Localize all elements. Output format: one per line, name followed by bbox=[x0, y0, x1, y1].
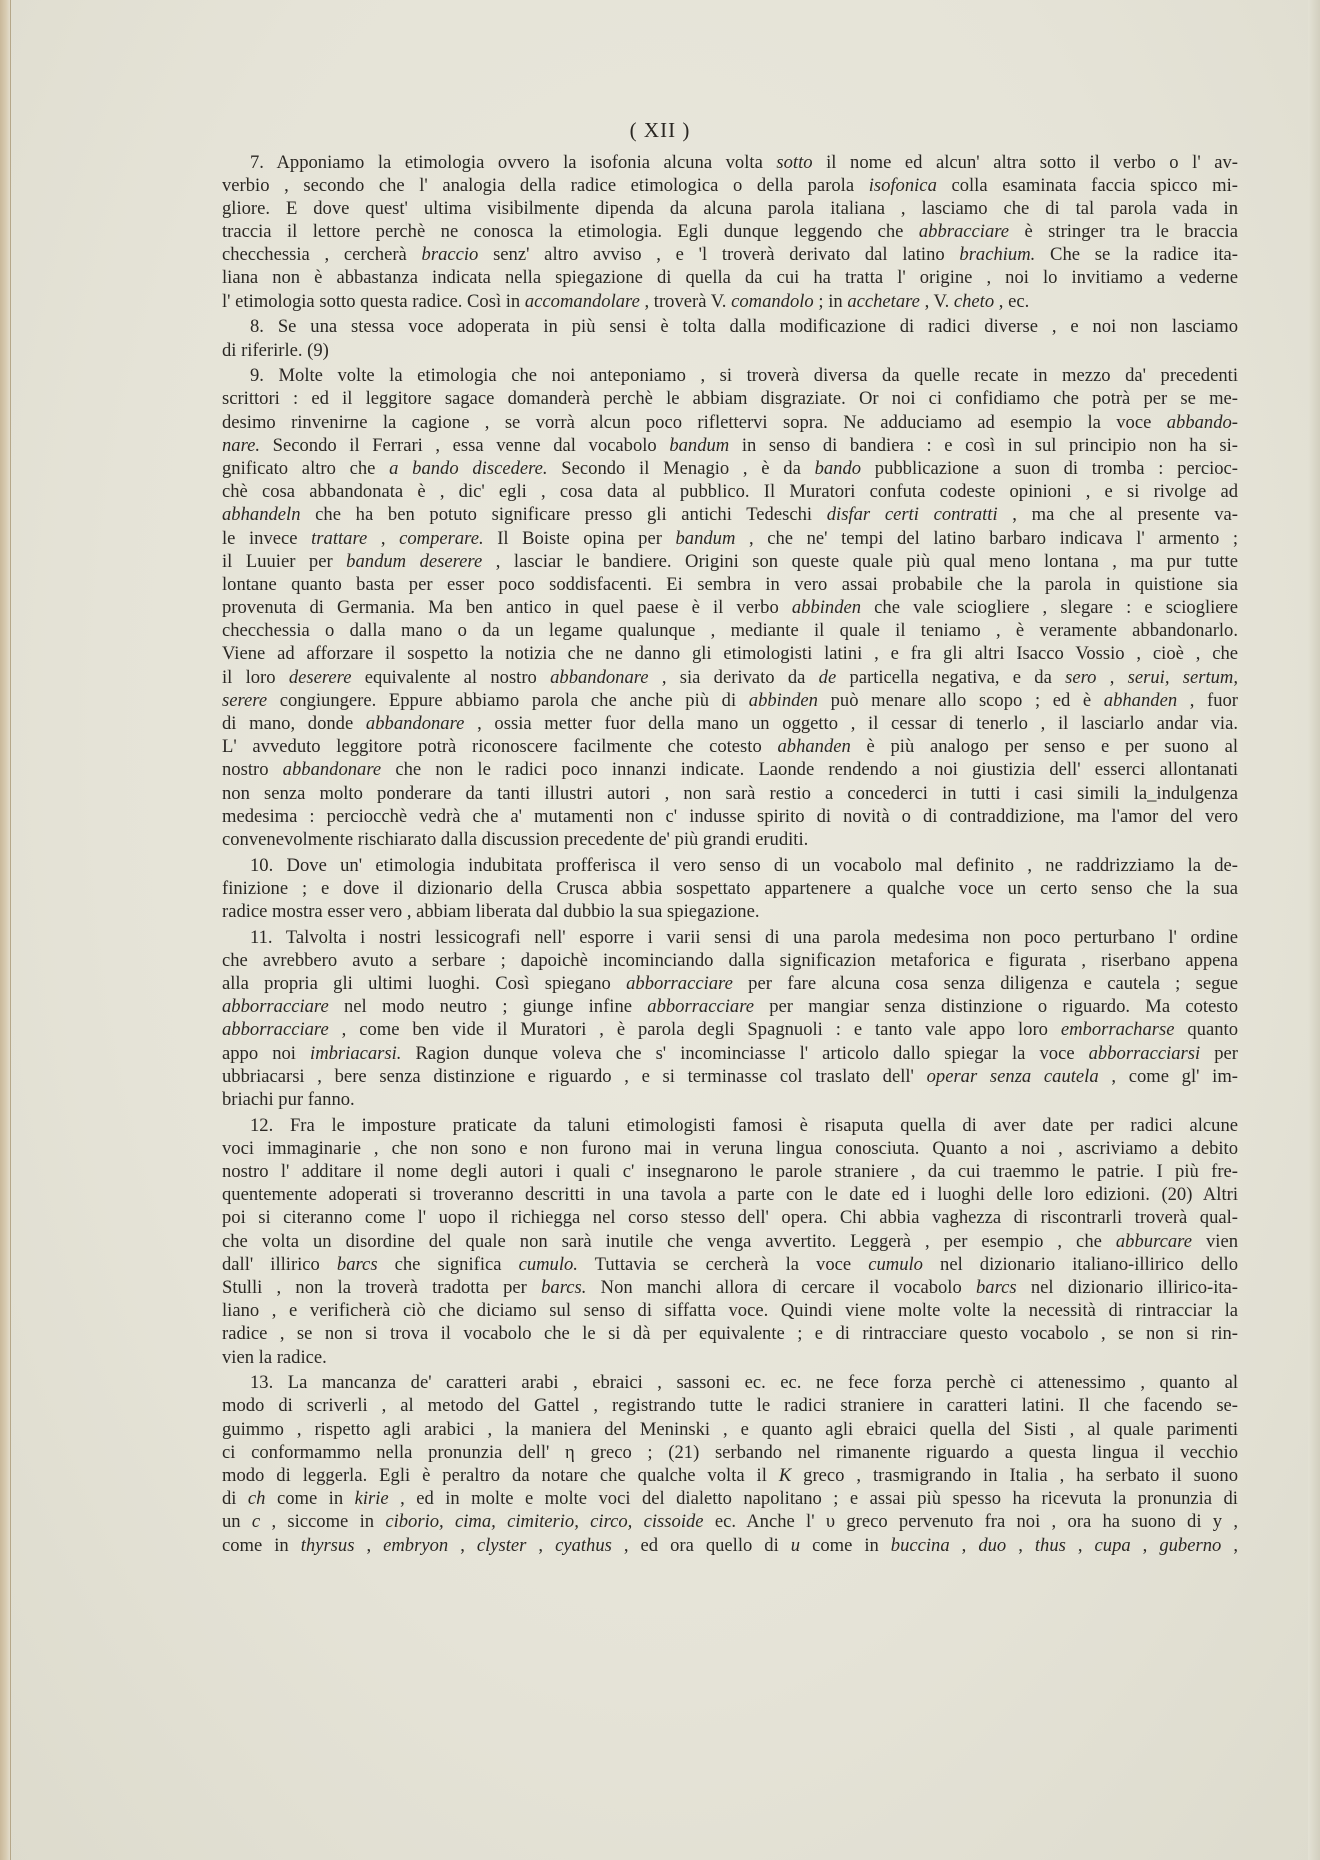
text-run: è stringer tra le braccia bbox=[1009, 221, 1238, 243]
text-line bbox=[222, 1441, 1238, 1464]
italic-term: guberno bbox=[1159, 1534, 1222, 1556]
text-run: pubblicazione a suon di tromba : percioc- bbox=[861, 457, 1238, 479]
italic-term: operar senza cautela bbox=[926, 1065, 1099, 1087]
italic-term: bando bbox=[814, 457, 862, 479]
italic-term: cheto bbox=[953, 290, 995, 312]
italic-term: serui, bbox=[1127, 666, 1170, 688]
italic-term: abborracciare bbox=[222, 1019, 329, 1041]
text-run: che non le radici poco innanzi indicate. Laonde rendendo a noi giustizia dell' esserci allontanati bbox=[381, 759, 1238, 781]
text-run bbox=[444, 1511, 455, 1532]
text-line bbox=[222, 828, 1238, 851]
text-run: dall' illirico bbox=[222, 1253, 337, 1275]
text-run: scrittori : ed il leggitore sagace domanderà perchè le abbiam disgraziate. Or noi ci confidiamo che potrà per se me- bbox=[222, 388, 1238, 410]
text-run: provenuta di Germania. Ma ben antico in quel paese è il verbo bbox=[222, 597, 792, 619]
text-run: modo di leggerla. Egli è peraltro da notare che qualche volta il bbox=[222, 1465, 779, 1486]
page-right-edge bbox=[1308, 0, 1320, 1860]
text-line bbox=[222, 619, 1238, 642]
italic-term: abbinden bbox=[748, 689, 818, 711]
italic-term: cumulo. bbox=[518, 1253, 578, 1275]
italic-term: kirie bbox=[354, 1488, 389, 1510]
page-number-header: ( XII ) bbox=[629, 118, 691, 142]
text-run: L' avveduto leggitore potrà riconoscere facilmente che cotesto bbox=[222, 736, 778, 758]
text-line bbox=[222, 315, 1238, 338]
text-line bbox=[222, 735, 1238, 758]
italic-term: abborracciare bbox=[222, 996, 329, 1018]
text-run: , fuor bbox=[1177, 689, 1238, 711]
text-line bbox=[222, 503, 1238, 526]
text-run: quentemente adoperati si troveranno descritti in una tavola a parte con le date ed i luoghi delle loro edizioni. (20) Altri bbox=[222, 1184, 1238, 1206]
text-line bbox=[222, 1253, 1238, 1276]
italic-term: abbando- bbox=[1166, 411, 1238, 433]
text-run: , come ben vide il Muratori , è parola degli Spagnuoli : e tanto vale appo loro bbox=[328, 1019, 1061, 1041]
italic-term: sotto bbox=[776, 151, 813, 173]
text-line bbox=[222, 339, 1238, 362]
text-run: finizione ; e dove il dizionario della Crusca abbia sospettato appartenere a qualche voce un certo senso che la sua bbox=[222, 877, 1238, 899]
italic-term: nare. bbox=[222, 434, 261, 456]
text-run: di mano, donde bbox=[222, 713, 366, 734]
text-run: poi si citeranno come l' uopo il richiegga nel corso stesso dell' opera. Chi abbia vaghezza di riscontrarli troverà qual- bbox=[222, 1207, 1238, 1229]
italic-term: abbandonare bbox=[550, 666, 649, 688]
text-line bbox=[222, 1018, 1238, 1041]
text-line bbox=[222, 1183, 1238, 1206]
text-run: desimo rinvenirne la cagione , se vorrà alcun poco riflettervi sopra. Ne adduciamo ad esempio la voce bbox=[222, 411, 1167, 433]
text-run: nostro bbox=[222, 759, 283, 781]
paragraph bbox=[222, 364, 1238, 851]
text-run: , sia derivato da bbox=[648, 666, 819, 688]
text-run: gliore. E dove quest' ultima visibilmente dipenda da alcuna parola italiana , lasciamo che di tal parola vada in bbox=[222, 197, 1238, 219]
text-line bbox=[222, 666, 1238, 689]
italic-term: c bbox=[251, 1511, 261, 1533]
text-line bbox=[222, 1114, 1238, 1137]
text-run: Secondo il Ferrari , essa venne dal vocabolo bbox=[260, 434, 670, 456]
text-run: modo di scriverli , al metodo del Gattel , registrando tutte le radici straniere in caratteri latini. Il che facendo se- bbox=[222, 1395, 1238, 1417]
text-line bbox=[222, 1394, 1238, 1417]
text-run: alla propria gli ultimi luoghi. Così spiegano bbox=[222, 973, 627, 995]
text-run bbox=[496, 1511, 507, 1532]
italic-term: deserere bbox=[288, 666, 352, 688]
text-run: che significa bbox=[377, 1253, 519, 1275]
text-run: 7. Apponiamo la etimologia ovvero la isofonia alcuna volta bbox=[250, 151, 777, 173]
text-line bbox=[222, 1088, 1238, 1111]
text-line bbox=[222, 926, 1238, 949]
text-line bbox=[222, 243, 1238, 266]
text-line bbox=[222, 1160, 1238, 1183]
italic-term: sero bbox=[1065, 666, 1097, 688]
text-line bbox=[222, 877, 1238, 900]
text-run: , bbox=[1096, 666, 1128, 688]
italic-term: bandum bbox=[669, 434, 730, 456]
text-run: , ed in molte e molte voci del dialetto napolitano ; e assai più spesso ha ricevuta la pronunzia di bbox=[388, 1488, 1238, 1510]
text-run: per fare alcuna cosa senza diligenza e cautela ; segue bbox=[732, 973, 1238, 995]
italic-term: cumulo bbox=[868, 1253, 923, 1275]
text-line bbox=[222, 527, 1238, 550]
text-run: non senza molto ponderare da tanti illustri autori , non sarà restio a concederci in tutti i casi simili la_indulgenza bbox=[222, 782, 1238, 804]
italic-term: duo bbox=[978, 1534, 1007, 1556]
text-line bbox=[222, 1510, 1238, 1533]
italic-term: u bbox=[790, 1534, 801, 1556]
text-line bbox=[222, 550, 1238, 573]
text-run: Viene ad afforzare il sospetto la notizia che ne danno gli etimologisti latini , e fra gli altri Isacco Vossio , cioè , che bbox=[222, 643, 1238, 665]
text-run: per mangiar senza distinzione o riguardo. Ma cotesto bbox=[754, 996, 1238, 1018]
text-run: 10. Dove un' etimologia indubitata profferisca il vero senso di un vocabolo mal definito , ne raddrizziamo la de- bbox=[250, 854, 1238, 876]
italic-term: comperare. bbox=[399, 527, 484, 549]
italic-term: barcs bbox=[976, 1277, 1017, 1298]
text-run: Secondo il Menagio , è da bbox=[547, 457, 815, 479]
text-line bbox=[222, 1464, 1238, 1487]
italic-term: trattare bbox=[311, 527, 368, 549]
italic-term: comandolo bbox=[731, 290, 814, 312]
text-run: , ma che al presente va- bbox=[997, 504, 1238, 526]
text-run: che vale sciogliere , slegare : e sciogliere bbox=[861, 597, 1238, 619]
italic-term: clyster bbox=[476, 1534, 527, 1556]
text-run: , V. bbox=[919, 290, 954, 312]
italic-term: disfar certi contratti bbox=[826, 504, 998, 526]
italic-term: serere bbox=[222, 689, 268, 711]
text-line bbox=[222, 712, 1238, 735]
italic-term: abbandonare bbox=[282, 759, 382, 781]
text-run: , bbox=[367, 527, 400, 549]
text-line bbox=[222, 1346, 1238, 1369]
text-run: checchessia , cercherà bbox=[222, 244, 422, 266]
paragraph bbox=[222, 1371, 1238, 1557]
text-line bbox=[222, 1487, 1238, 1510]
text-run: , ed ora quello di bbox=[611, 1534, 791, 1556]
italic-term: cupa bbox=[1094, 1534, 1131, 1556]
italic-term: abbandonare bbox=[365, 713, 465, 734]
text-line bbox=[222, 972, 1238, 995]
text-run: voci immaginarie , che non sono e non furono mai in veruna lingua conosciuta. Quanto a noi , ascriviamo a debito bbox=[222, 1137, 1238, 1159]
italic-term: ciborio, bbox=[385, 1511, 444, 1533]
text-run: Il Boiste opina per bbox=[483, 527, 676, 549]
text-run: senz' altro avviso , e 'l troverà derivato dal latino bbox=[478, 244, 960, 266]
italic-term: imbriacarsi. bbox=[310, 1042, 402, 1064]
text-run: colla esaminata faccia spicco mi- bbox=[936, 174, 1238, 196]
italic-term: cimiterio, bbox=[507, 1511, 579, 1533]
text-run: equivalente al nostro bbox=[351, 666, 551, 688]
italic-term: cima, bbox=[455, 1511, 496, 1533]
paragraph bbox=[222, 854, 1238, 924]
text-line bbox=[222, 457, 1238, 480]
italic-term: abborracciare bbox=[647, 996, 754, 1018]
text-line bbox=[222, 758, 1238, 781]
text-run: 9. Molte volte la etimologia che noi anteponiamo , si troverà diversa da quelle recate in mezzo da' precedenti bbox=[250, 365, 1238, 387]
italic-term: buccina bbox=[890, 1534, 950, 1556]
italic-term: abhanden bbox=[1103, 689, 1178, 711]
text-line bbox=[222, 1299, 1238, 1322]
text-line bbox=[222, 197, 1238, 220]
text-line bbox=[222, 151, 1238, 174]
text-run: ec. Anche l' υ greco pervenuto fra noi , ora ha suono di y , bbox=[703, 1511, 1238, 1533]
text-run: Non manchi allora di cercare il vocabolo bbox=[586, 1277, 976, 1298]
text-run: lontane quanto basta per esser poco soddisfacenti. Ei sembra in vero assai probabile che la parola in quistione sia bbox=[222, 573, 1238, 595]
text-line bbox=[222, 995, 1238, 1018]
italic-term: abhandeln bbox=[222, 504, 301, 526]
italic-term: abbinden bbox=[791, 597, 862, 619]
paragraph bbox=[222, 1114, 1238, 1369]
text-run: checchessia o dalla mano o da un legame qualunque , mediante il quale il teniamo , è veramente abbandonarlo. bbox=[222, 620, 1238, 642]
text-line bbox=[222, 782, 1238, 805]
text-run: di riferirle. (9) bbox=[222, 339, 329, 361]
italic-term: embryon bbox=[383, 1534, 449, 1556]
text-run: ubbriacarsi , bere senza distinzione e riguardo , e si terminasse col traslato dell' bbox=[222, 1065, 927, 1087]
text-run: verbio , secondo che l' analogia della radice etimologica o della parola bbox=[222, 174, 869, 196]
text-line bbox=[222, 290, 1238, 313]
text-run: , siccome in bbox=[260, 1511, 386, 1533]
text-run: radice , se non si trova il vocabolo che le si dà per equivalente ; e di rintracciare questo vocabolo , se non si rin- bbox=[222, 1323, 1238, 1345]
text-run: 13. La mancanza de' caratteri arabi , ebraici , sassoni ec. ec. ne fece forza perchè ci attenessimo , quanto al bbox=[250, 1372, 1238, 1394]
text-run: , bbox=[354, 1534, 384, 1556]
italic-term: thus bbox=[1034, 1534, 1066, 1556]
text-line bbox=[222, 900, 1238, 923]
text-run bbox=[1169, 667, 1182, 688]
text-run: per bbox=[1200, 1042, 1238, 1064]
text-run: 11. Talvolta i nostri lessicografi nell' esporre i varii sensi di una parola medesima non poco perturbano l' ordine bbox=[250, 926, 1238, 948]
italic-term: accomandolare bbox=[524, 290, 640, 312]
text-line bbox=[222, 1371, 1238, 1394]
italic-term: cissoide bbox=[643, 1511, 704, 1533]
text-run: , bbox=[448, 1534, 477, 1556]
text-line bbox=[222, 434, 1238, 457]
text-line bbox=[222, 689, 1238, 712]
italic-term: de bbox=[818, 666, 837, 688]
text-line bbox=[222, 364, 1238, 387]
text-run: il nome ed alcun' altra sotto il verbo o l' av- bbox=[812, 151, 1238, 173]
text-run: , bbox=[1221, 1534, 1238, 1556]
text-run: chè cosa abbandonata è , dic' egli , cosa data al pubblico. Il Muratori confuta codeste opinioni , e si rivolge ad bbox=[222, 481, 1238, 503]
text-line bbox=[222, 1230, 1238, 1253]
text-line bbox=[222, 1276, 1238, 1299]
italic-term: a bando discedere. bbox=[389, 457, 548, 479]
text-run: congiungere. Eppure abbiamo parola che anche più di bbox=[267, 689, 749, 711]
text-run: , bbox=[1065, 1534, 1095, 1556]
text-run: , bbox=[1130, 1534, 1160, 1556]
text-line bbox=[222, 387, 1238, 410]
text-line bbox=[222, 949, 1238, 972]
text-line bbox=[222, 220, 1238, 243]
italic-term: braccio bbox=[421, 244, 479, 266]
text-line bbox=[222, 480, 1238, 503]
text-run: 12. Fra le imposture praticate da taluni etimologisti famosi è risaputa quella di aver date per radici alcune bbox=[250, 1114, 1238, 1136]
text-run: Stulli , non la troverà tradotta per bbox=[222, 1277, 542, 1298]
italic-term: abborracciarsi bbox=[1088, 1042, 1201, 1064]
body-text bbox=[222, 148, 1238, 1557]
paragraph bbox=[222, 315, 1238, 361]
paragraph bbox=[222, 151, 1238, 313]
italic-term: barcs. bbox=[541, 1277, 587, 1298]
text-line bbox=[222, 642, 1238, 665]
text-run: liana non è abbastanza indicata nella spiegazione di quella da cui ha tratta l' origine , noi lo invitiamo a vederne bbox=[222, 267, 1238, 289]
text-run: il loro bbox=[222, 666, 289, 688]
text-line bbox=[222, 1322, 1238, 1345]
text-line bbox=[222, 1206, 1238, 1229]
text-run: è più analogo per senso e per suono al bbox=[850, 736, 1238, 758]
text-line bbox=[222, 1042, 1238, 1065]
text-line bbox=[222, 266, 1238, 289]
text-run: liano , e verificherà ciò che diciamo sul senso di siffatta voce. Quindi viene molte volte la necessità di rintracciar la bbox=[222, 1300, 1238, 1322]
italic-term: ch bbox=[247, 1488, 266, 1510]
text-run: guimmo , rispetto agli arabici , la maniera del Meninski , e quanto agli ebraici quella del Sisti , al quale parimenti bbox=[222, 1418, 1238, 1440]
text-run: traccia il lettore perchè ne conosca la etimologia. Egli dunque leggendo che bbox=[222, 221, 919, 243]
italic-term: acchetare bbox=[847, 290, 920, 312]
text-line bbox=[222, 805, 1238, 828]
text-run: che ha ben potuto significare presso gli antichi Tedeschi bbox=[300, 504, 827, 526]
italic-term: bandum deserere bbox=[346, 550, 483, 572]
text-run: che avrebbero avuto a serbare ; dapoichè incominciando dalla significazion metaforica e figurata , riserbano appena bbox=[222, 949, 1238, 971]
text-line bbox=[222, 596, 1238, 619]
text-run: Tuttavia se cercherà la voce bbox=[577, 1253, 869, 1275]
text-run: nostro l' additare il nome degli autori i quali c' insegnarono le parole straniere , da cui traemmo le patrie. I più fre- bbox=[222, 1161, 1238, 1183]
text-run: appo noi bbox=[222, 1042, 311, 1064]
text-run: gnificato altro che bbox=[222, 457, 390, 479]
text-line bbox=[222, 573, 1238, 596]
text-run: nel dizionario italiano-illirico dello bbox=[922, 1253, 1238, 1275]
text-run: radice mostra esser vero , abbiam liberata dal dubbio la sua spiegazione. bbox=[222, 901, 760, 922]
text-run: Ragion dunque voleva che s' incominciasse l' articolo dallo spiegar la voce bbox=[401, 1042, 1089, 1064]
italic-term: K bbox=[778, 1465, 792, 1486]
text-run: nel dizionario illirico-ita- bbox=[1016, 1277, 1238, 1298]
italic-term: abhanden bbox=[777, 736, 851, 758]
text-run: particella negativa, e da bbox=[836, 666, 1066, 688]
text-line bbox=[222, 854, 1238, 877]
italic-term: emborracharse bbox=[1060, 1019, 1175, 1041]
italic-term: cyathus bbox=[555, 1534, 612, 1556]
text-run: le invece bbox=[222, 527, 312, 549]
text-run bbox=[579, 1511, 590, 1532]
italic-term: abbracciare bbox=[918, 221, 1010, 243]
text-line bbox=[222, 411, 1238, 434]
text-run: l' etimologia sotto questa radice. Così in bbox=[222, 290, 525, 312]
text-line bbox=[222, 1065, 1238, 1088]
italic-term: isofonica bbox=[868, 174, 937, 196]
text-run: in senso di bandiera : e così in sul principio non ha si- bbox=[729, 434, 1238, 456]
text-line bbox=[222, 174, 1238, 197]
text-run: di bbox=[222, 1488, 248, 1510]
page-binding-edge bbox=[0, 0, 11, 1860]
text-line bbox=[222, 1137, 1238, 1160]
italic-term: thyrsus bbox=[300, 1534, 355, 1556]
text-run: , bbox=[949, 1534, 979, 1556]
italic-term: abburcare bbox=[1115, 1230, 1192, 1252]
text-run: medesima : perciocchè vedrà che a' mutamenti non c' indusse spirito di novità o di contraddizione, ma l'amor del vero bbox=[222, 805, 1238, 827]
text-run: che volta un disordine del quale non sarà inutile che venga avvertito. Leggerà , per esempio , che bbox=[222, 1230, 1116, 1252]
text-run: 8. Se una stessa voce adoperata in più sensi è tolta dalla modificazione di radici diverse , e noi non lasciamo bbox=[250, 316, 1238, 338]
text-run: convenevolmente rischiarato dalla discussion precedente de' più grandi eruditi. bbox=[222, 828, 809, 850]
text-run: , ec. bbox=[994, 290, 1030, 312]
text-run: , bbox=[526, 1534, 556, 1556]
text-run: , ossia metter fuor della mano un oggetto , il cessar di tenerlo , il lasciarlo andar via. bbox=[464, 713, 1238, 734]
text-run: ; in bbox=[813, 290, 848, 312]
italic-term: bandum bbox=[675, 527, 736, 549]
text-run bbox=[632, 1511, 643, 1532]
text-run: , bbox=[1006, 1534, 1035, 1556]
text-run: ci conformammo nella pronunzia dell' η greco ; (21) serbando nel rimanente riguardo a questa lingua il vecchio bbox=[222, 1441, 1238, 1463]
text-run: come in bbox=[222, 1534, 301, 1556]
text-line bbox=[222, 1418, 1238, 1441]
text-run: Che se la radice ita- bbox=[1035, 244, 1238, 266]
text-line bbox=[222, 1534, 1238, 1557]
italic-term: brachium. bbox=[959, 244, 1036, 266]
text-run: vien la radice. bbox=[222, 1346, 327, 1368]
italic-term: abborracciare bbox=[626, 973, 733, 995]
text-run: come in bbox=[800, 1534, 891, 1556]
text-run: vien bbox=[1191, 1230, 1238, 1252]
text-run: briachi pur fanno. bbox=[222, 1089, 355, 1110]
text-run: , come gl' im- bbox=[1098, 1065, 1238, 1087]
text-run: , lasciar le bandiere. Origini son queste quale più qual meno lontana , ma pur tutte bbox=[482, 550, 1238, 572]
italic-term: circo, bbox=[590, 1511, 633, 1533]
text-run: un bbox=[222, 1511, 252, 1533]
text-run: nel modo neutro ; giunge infine bbox=[328, 996, 648, 1018]
italic-term: sertum, bbox=[1182, 666, 1238, 688]
text-run: quanto bbox=[1174, 1019, 1238, 1041]
paragraph bbox=[222, 926, 1238, 1112]
text-run: , troverà V. bbox=[639, 290, 732, 312]
italic-term: barcs bbox=[336, 1253, 378, 1275]
text-run: può menare allo scopo ; ed è bbox=[817, 689, 1104, 711]
text-run: il Luuier per bbox=[222, 550, 347, 572]
text-run: greco , trasmigrando in Italia , ha serbato il suono bbox=[791, 1465, 1238, 1486]
text-run: , che ne' tempi del latino barbaro indicava l' armento ; bbox=[735, 527, 1238, 549]
text-run: come in bbox=[265, 1488, 355, 1510]
